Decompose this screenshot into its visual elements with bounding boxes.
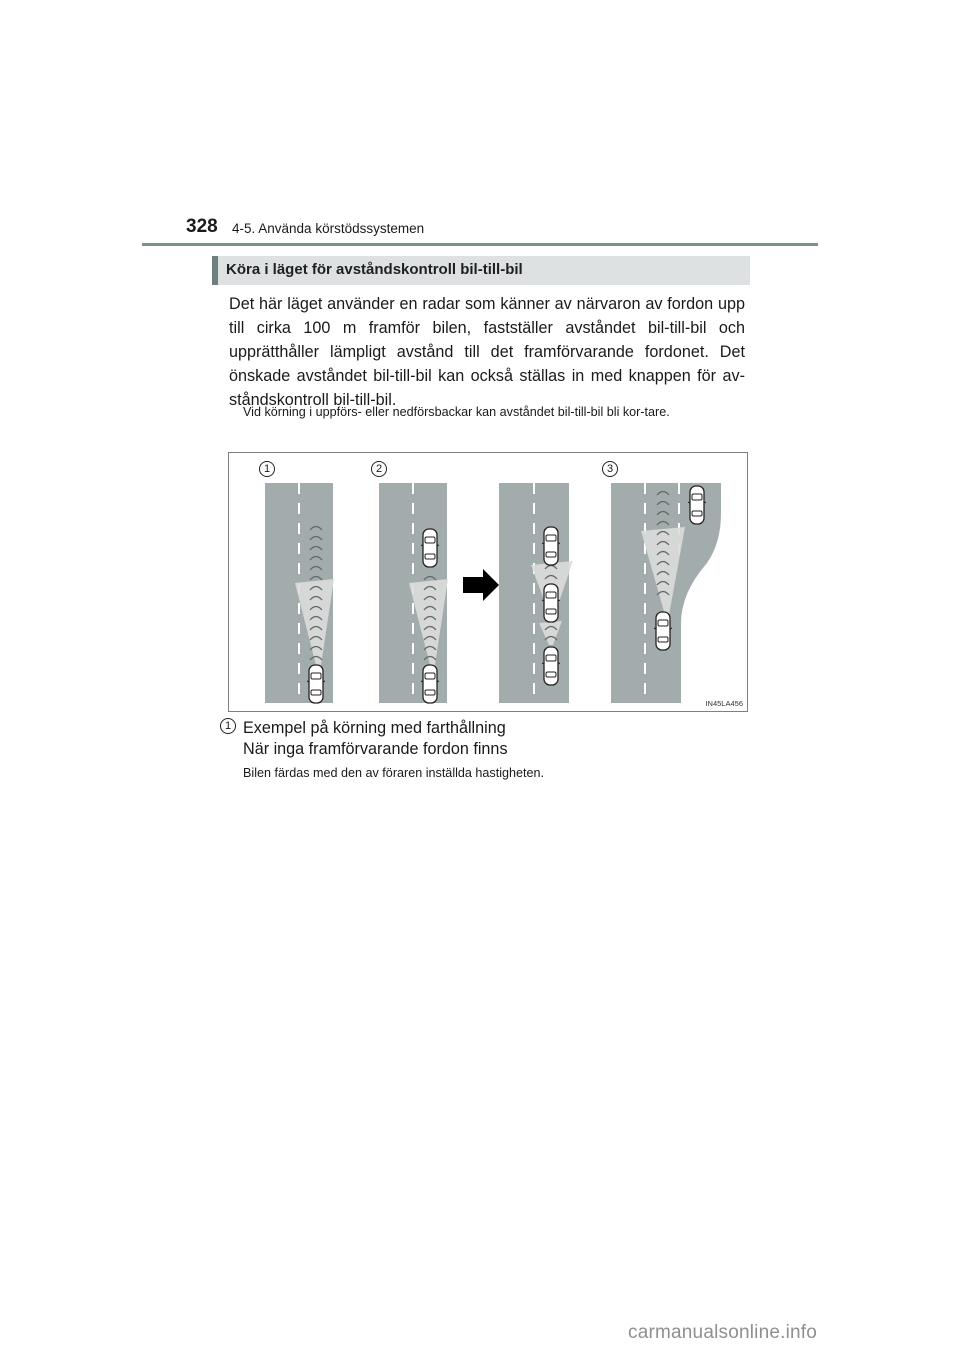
illustration-figure: [228, 452, 748, 712]
own-car-2: [421, 665, 439, 703]
section-title: Köra i läget för avståndskontroll bil-till-bil: [226, 261, 523, 278]
road-scene-1: [265, 483, 334, 703]
road-scene-3: [611, 483, 721, 703]
own-car-2b-front: [542, 584, 560, 622]
vehicle-ahead-2: [421, 529, 439, 567]
own-car-1: [307, 665, 325, 703]
driving-illustration: [229, 453, 749, 713]
vehicle-ahead-2b: [542, 527, 560, 565]
caption-title: Exempel på körning med farthållning: [243, 719, 506, 737]
chapter-title: 4-5. Använda körstödssystemen: [232, 221, 425, 236]
header-rule: [142, 243, 818, 246]
figure-code: IN45LA456: [705, 699, 743, 708]
caption-subtitle: När inga framförvarande fordon finns: [243, 740, 508, 758]
section-accent: [212, 256, 218, 285]
figure-label-3: 3: [602, 461, 618, 477]
road-scene-2: [379, 483, 448, 703]
body-note: Vid körning i uppförs- eller nedförsbackar kan avståndet bil-till-bil bli kor-tare.: [243, 405, 670, 419]
caption-note: Bilen färdas med den av föraren inställda hastigheten.: [243, 766, 545, 780]
changing-lane-vehicle-3: [688, 486, 706, 524]
arrow-icon: [463, 569, 499, 601]
page-number: 328: [186, 216, 218, 237]
own-car-3: [654, 612, 672, 650]
road-scene-2b: [499, 483, 573, 703]
caption-number: 1: [220, 718, 236, 734]
own-car-2b-rear: [542, 647, 560, 685]
body-paragraph: Det här läget använder en radar som känner av närvaron av fordon upp till cirka 100 m framför bilen, fastställer avståndet bil-till-bil och upprätthåller lämpligt avstånd till det framförvarande fordonet. Det önskade avståndet bil-till-bil kan också ställas in med knappen för av-ståndskontroll bil-till-bil.: [229, 295, 745, 409]
figure-label-2: 2: [371, 461, 387, 477]
watermark: carmanualsonline.info: [628, 1322, 818, 1343]
section-heading: [212, 256, 750, 285]
figure-label-1: 1: [259, 461, 275, 477]
